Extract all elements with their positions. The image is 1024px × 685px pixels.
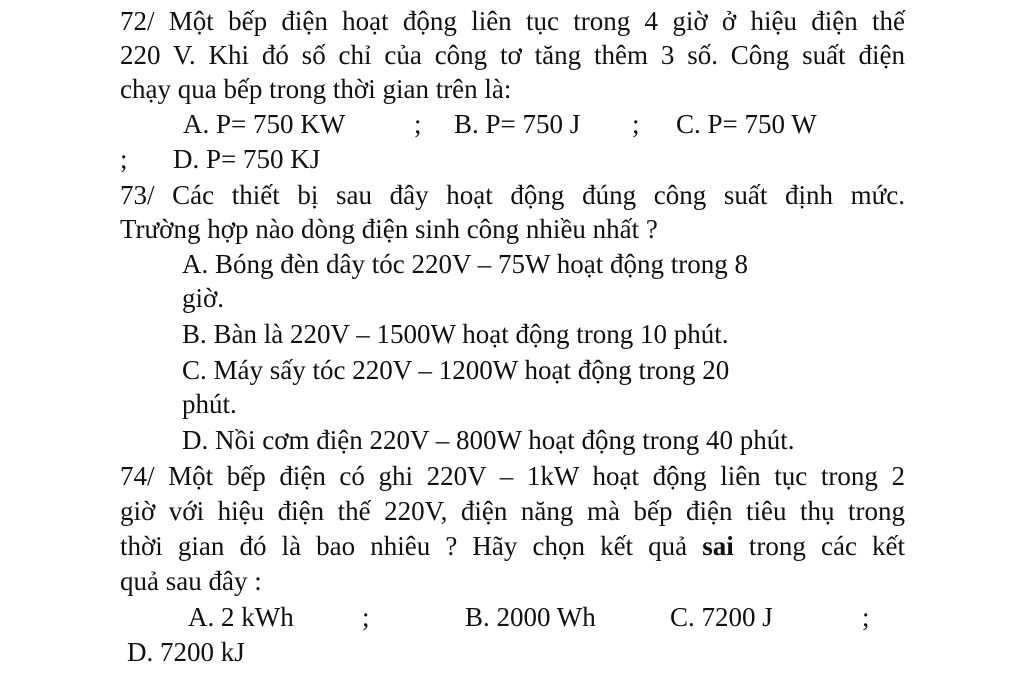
q72-line-3: chạy qua bếp trong thời gian trên là: [120, 74, 512, 104]
q72-option-d: D. P= 750 KJ [173, 144, 321, 174]
q72-option-c: C. P= 750 W [676, 109, 817, 139]
q74-option-d: D. 7200 kJ [127, 637, 245, 667]
q74-emphasis-sai: sai [702, 531, 734, 561]
q72-separator-2: ; [632, 109, 640, 139]
q73-line-1: 73/ Các thiết bị sau đây hoạt động đúng công suất định mức. [120, 180, 905, 210]
q72-line-2: 220 V. Khi đó số chỉ của công tơ tăng thêm 3 số. Công suất điện [120, 40, 905, 70]
q72-separator-1: ; [414, 109, 422, 139]
q73-option-a-line-2: giờ. [182, 283, 225, 313]
q74-line-3-text-end: trong các kết [748, 531, 906, 561]
q74-separator-2: ; [862, 602, 870, 632]
q74-option-c: C. 7200 J [670, 602, 773, 632]
q73-option-c-line-2: phút. [182, 389, 237, 419]
q72-option-b: B. P= 750 J [454, 109, 581, 139]
q74-option-b: B. 2000 Wh [465, 602, 596, 632]
q72-option-a: A. P= 750 KW [183, 109, 346, 139]
q73-option-a-line-1: A. Bóng đèn dây tóc 220V – 75W hoạt động trong 8 [182, 249, 748, 279]
q73-option-c-line-1: C. Máy sấy tóc 220V – 1200W hoạt động trong 20 [182, 355, 730, 385]
q74-line-2: giờ với hiệu điện thế 220V, điện năng mà bếp điện tiêu thụ trong [120, 496, 905, 526]
q73-line-2: Trường hợp nào dòng điện sinh công nhiều nhất ? [120, 214, 658, 244]
q74-option-a: A. 2 kWh [188, 602, 294, 632]
q72-separator-3: ; [120, 144, 128, 174]
q73-option-d: D. Nồi cơm điện 220V – 800W hoạt động trong 40 phút. [182, 425, 795, 455]
q74-line-3-text: thời gian đó là bao nhiêu ? Hãy chọn kết quả [120, 531, 688, 561]
q73-option-b: B. Bàn là 220V – 1500W hoạt động trong 10 phút. [182, 319, 729, 349]
q74-line-3 [120, 529, 905, 563]
q74-line-1: 74/ Một bếp điện có ghi 220V – 1kW hoạt động liên tục trong 2 [120, 461, 905, 491]
q74-line-4: quả sau đây : [120, 566, 262, 596]
q74-separator-1: ; [362, 602, 370, 632]
q72-line-1: 72/ Một bếp điện hoạt động liên tục trong 4 giờ ở hiệu điện thế [120, 6, 905, 36]
